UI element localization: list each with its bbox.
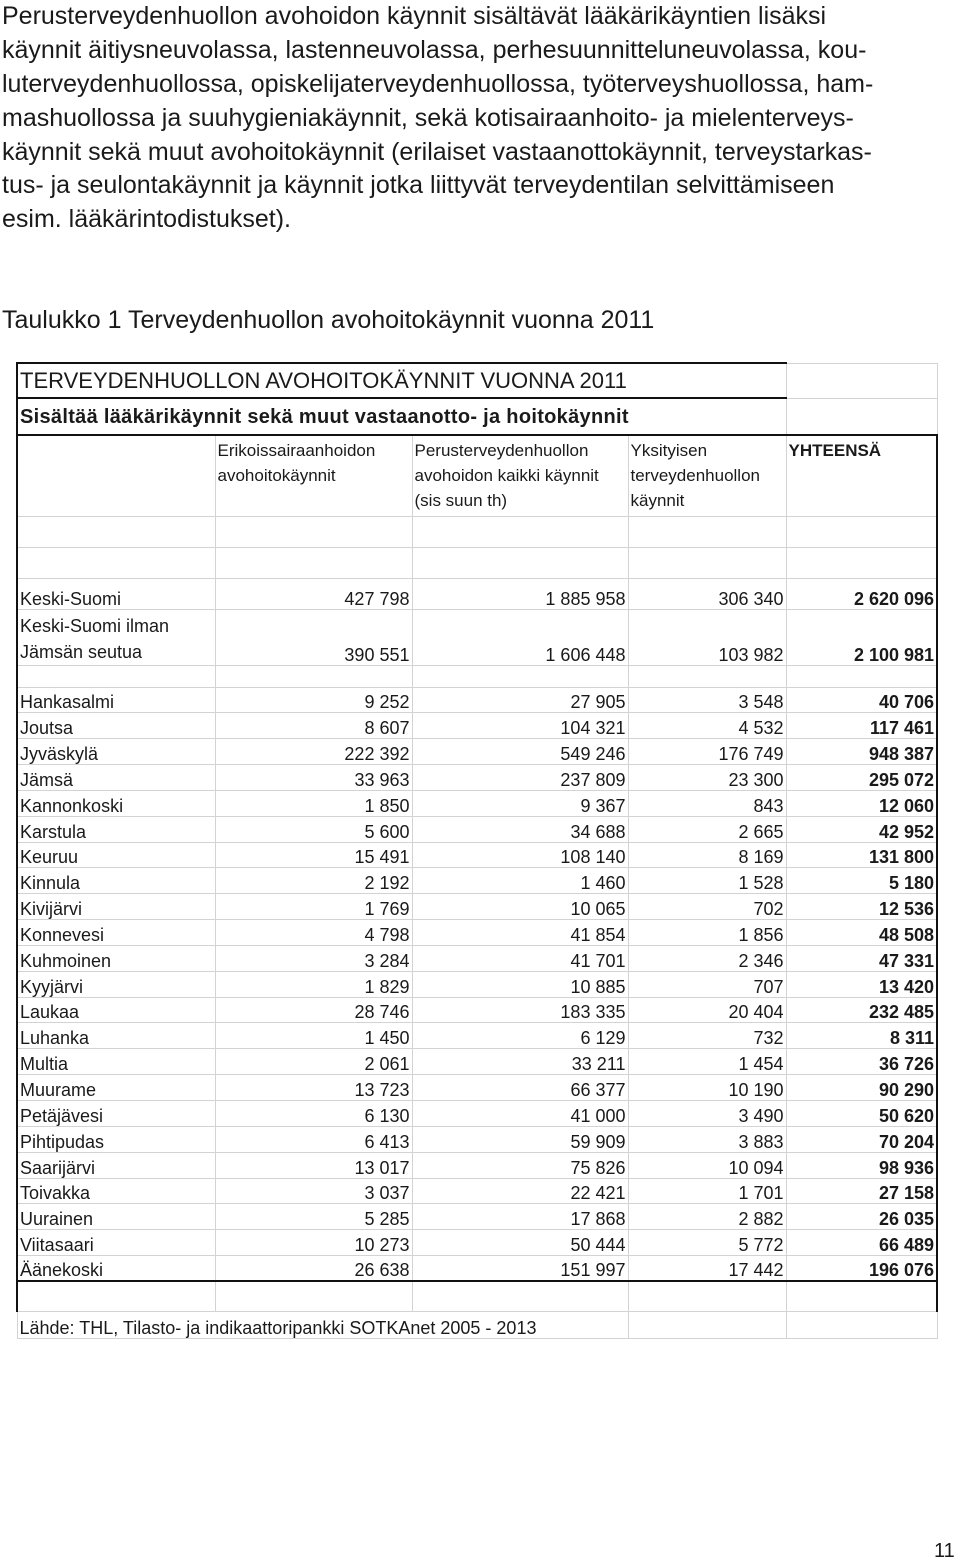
cell-value: 34 688	[412, 816, 628, 842]
cell-value: 549 246	[412, 739, 628, 765]
row-label: Toivakka	[17, 1178, 215, 1204]
cell-value: 2 346	[628, 945, 786, 971]
page-number: 11	[934, 1540, 955, 1562]
cell-value: 843	[628, 790, 786, 816]
cell-value: 15 491	[215, 842, 412, 868]
table-row	[17, 868, 937, 894]
cell-total: 2 100 981	[786, 609, 937, 665]
cell-value: 28 746	[215, 997, 412, 1023]
cell-total: 40 706	[786, 687, 937, 713]
cell-value: 27 905	[412, 687, 628, 713]
table-row	[17, 1256, 937, 1282]
cell-value: 183 335	[412, 997, 628, 1023]
cell-value: 2 192	[215, 868, 412, 894]
cell-value: 390 551	[215, 609, 412, 665]
intro-line: Perusterveydenhuollon avohoidon käynnit sisältävät lääkärikäyntien lisäksi	[2, 2, 827, 30]
cell-value: 23 300	[628, 765, 786, 791]
intro-line: käynnit äitiysneuvolassa, lastenneuvolassa, perhesuunnitteluneuvolassa, kou-	[2, 35, 867, 64]
cell-value: 41 854	[412, 920, 628, 946]
cell-total: 98 936	[786, 1152, 937, 1178]
cell-value: 33 211	[412, 1049, 628, 1075]
cell-value: 10 065	[412, 894, 628, 920]
cell-value: 59 909	[412, 1126, 628, 1152]
cell-value: 3 490	[628, 1101, 786, 1127]
cell-total: 48 508	[786, 920, 937, 946]
cell-total: 948 387	[786, 739, 937, 765]
cell-total: 117 461	[786, 713, 937, 739]
column-header-private: Yksityisen terveydenhuollon käynnit	[628, 435, 786, 516]
table-caption: Taulukko 1 Terveydenhuollon avohoitokäynnit vuonna 2011	[2, 306, 655, 334]
cell-value: 5 285	[215, 1204, 412, 1230]
cell-value: 17 868	[412, 1204, 628, 1230]
row-label: Muurame	[17, 1075, 215, 1101]
cell-value: 1 460	[412, 868, 628, 894]
table-row	[17, 578, 937, 609]
cell-value: 50 444	[412, 1230, 628, 1256]
cell-value: 104 321	[412, 713, 628, 739]
visits-table	[16, 362, 938, 1339]
cell-value: 237 809	[412, 765, 628, 791]
cell-value: 1 856	[628, 920, 786, 946]
cell-value: 732	[628, 1023, 786, 1049]
cell-total: 232 485	[786, 997, 937, 1023]
table-row	[17, 971, 937, 997]
row-label: Saarijärvi	[17, 1152, 215, 1178]
cell-total: 295 072	[786, 765, 937, 791]
row-label: Kivijärvi	[17, 894, 215, 920]
cell-value: 13 017	[215, 1152, 412, 1178]
cell-value: 6 413	[215, 1126, 412, 1152]
cell-value: 3 037	[215, 1178, 412, 1204]
cell-total: 50 620	[786, 1101, 937, 1127]
cell-value: 13 723	[215, 1075, 412, 1101]
row-label: Joutsa	[17, 713, 215, 739]
cell-value: 151 997	[412, 1256, 628, 1282]
intro-paragraph	[2, 0, 952, 237]
cell-value: 4 532	[628, 713, 786, 739]
cell-value: 1 450	[215, 1023, 412, 1049]
row-label: Petäjävesi	[17, 1101, 215, 1127]
table-row	[17, 687, 937, 713]
row-label: Kuhmoinen	[17, 945, 215, 971]
table-row	[17, 765, 937, 791]
table-row	[17, 1126, 937, 1152]
cell-value: 1 850	[215, 790, 412, 816]
cell-value: 6 129	[412, 1023, 628, 1049]
row-label: Luhanka	[17, 1023, 215, 1049]
cell-value: 4 798	[215, 920, 412, 946]
cell-value: 17 442	[628, 1256, 786, 1282]
cell-value: 1 885 958	[412, 578, 628, 609]
cell-value: 2 061	[215, 1049, 412, 1075]
intro-line: luterveydenhuollossa, opiskelijaterveydenhuollossa, työterveyshuollossa, ham-	[2, 69, 874, 98]
cell-value: 41 000	[412, 1101, 628, 1127]
cell-value: 427 798	[215, 578, 412, 609]
cell-value: 6 130	[215, 1101, 412, 1127]
row-label: Karstula	[17, 816, 215, 842]
table-row	[17, 1075, 937, 1101]
cell-value: 222 392	[215, 739, 412, 765]
cell-total: 12 536	[786, 894, 937, 920]
table-row	[17, 894, 937, 920]
row-label: Multia	[17, 1049, 215, 1075]
row-label: Viitasaari	[17, 1230, 215, 1256]
cell-total: 5 180	[786, 868, 937, 894]
cell-total: 47 331	[786, 945, 937, 971]
intro-line: mashuollossa ja suuhygieniakäynnit, sekä kotisairaanhoito- ja mielenterveys-	[2, 103, 854, 132]
source-note: Lähde: THL, Tilasto- ja indikaattoripankki SOTKAnet 2005 - 2013	[17, 1311, 628, 1338]
table-subtitle: Sisältää lääkärikäynnit sekä muut vastaanotto- ja hoitokäynnit	[17, 398, 786, 435]
cell-value: 26 638	[215, 1256, 412, 1282]
cell-total: 12 060	[786, 790, 937, 816]
cell-value: 702	[628, 894, 786, 920]
cell-total: 70 204	[786, 1126, 937, 1152]
cell-value: 3 548	[628, 687, 786, 713]
table-row	[17, 1049, 937, 1075]
cell-value: 10 094	[628, 1152, 786, 1178]
table-row	[17, 713, 937, 739]
cell-total: 27 158	[786, 1178, 937, 1204]
cell-value: 9 252	[215, 687, 412, 713]
cell-value: 10 885	[412, 971, 628, 997]
row-label: Kyyjärvi	[17, 971, 215, 997]
cell-value: 1 829	[215, 971, 412, 997]
cell-value: 3 883	[628, 1126, 786, 1152]
cell-value: 9 367	[412, 790, 628, 816]
cell-total: 42 952	[786, 816, 937, 842]
cell-value: 75 826	[412, 1152, 628, 1178]
row-label: Jyväskylä	[17, 739, 215, 765]
cell-total: 196 076	[786, 1256, 937, 1282]
cell-value: 176 749	[628, 739, 786, 765]
column-header-total: YHTEENSÄ	[786, 435, 937, 516]
row-label: Keski-Suomi ilman Jämsän seutua	[17, 609, 215, 665]
cell-value: 41 701	[412, 945, 628, 971]
cell-value: 5 600	[215, 816, 412, 842]
table-row	[17, 945, 937, 971]
row-label: Jämsä	[17, 765, 215, 791]
table-row	[17, 1204, 937, 1230]
row-label: Äänekoski	[17, 1256, 215, 1282]
row-label: Laukaa	[17, 997, 215, 1023]
cell-value: 5 772	[628, 1230, 786, 1256]
cell-total: 2 620 096	[786, 578, 937, 609]
cell-total: 131 800	[786, 842, 937, 868]
cell-total: 26 035	[786, 1204, 937, 1230]
row-label: Pihtipudas	[17, 1126, 215, 1152]
table-row	[17, 1230, 937, 1256]
table-row	[17, 790, 937, 816]
cell-total: 36 726	[786, 1049, 937, 1075]
cell-value: 1 701	[628, 1178, 786, 1204]
cell-value: 20 404	[628, 997, 786, 1023]
cell-value: 8 607	[215, 713, 412, 739]
row-label: Uurainen	[17, 1204, 215, 1230]
cell-value: 306 340	[628, 578, 786, 609]
cell-total: 8 311	[786, 1023, 937, 1049]
row-label: Hankasalmi	[17, 687, 215, 713]
cell-value: 8 169	[628, 842, 786, 868]
column-header-primary-care: Perusterveydenhuollon avohoidon kaikki käynnit (sis suun th)	[412, 435, 628, 516]
table-row	[17, 842, 937, 868]
row-label: Konnevesi	[17, 920, 215, 946]
row-label: Keuruu	[17, 842, 215, 868]
cell-value: 103 982	[628, 609, 786, 665]
intro-line: tus- ja seulontakäynnit ja käynnit jotka liittyvät terveydentilan selvittämiseen	[2, 171, 835, 200]
cell-total: 90 290	[786, 1075, 937, 1101]
table-title: TERVEYDENHUOLLON AVOHOITOKÄYNNIT VUONNA 2011	[17, 363, 786, 398]
intro-line: esim. lääkärintodistukset).	[2, 205, 292, 234]
cell-value: 2 665	[628, 816, 786, 842]
row-label: Keski-Suomi	[17, 578, 215, 609]
cell-value: 1 606 448	[412, 609, 628, 665]
table-row	[17, 920, 937, 946]
cell-value: 10 273	[215, 1230, 412, 1256]
row-label: Kinnula	[17, 868, 215, 894]
table-row	[17, 1152, 937, 1178]
cell-value: 1 769	[215, 894, 412, 920]
cell-value: 33 963	[215, 765, 412, 791]
table-row	[17, 739, 937, 765]
table-row	[17, 609, 937, 665]
cell-value: 108 140	[412, 842, 628, 868]
cell-total: 66 489	[786, 1230, 937, 1256]
cell-value: 66 377	[412, 1075, 628, 1101]
table-row	[17, 1023, 937, 1049]
table-row	[17, 816, 937, 842]
cell-value: 2 882	[628, 1204, 786, 1230]
cell-value: 707	[628, 971, 786, 997]
table-row	[17, 1178, 937, 1204]
row-label: Kannonkoski	[17, 790, 215, 816]
cell-value: 3 284	[215, 945, 412, 971]
cell-value: 1 454	[628, 1049, 786, 1075]
column-header-specialist: Erikoissairaanhoidon avohoitokäynnit	[215, 435, 412, 516]
cell-value: 22 421	[412, 1178, 628, 1204]
cell-value: 10 190	[628, 1075, 786, 1101]
cell-value: 1 528	[628, 868, 786, 894]
intro-line: käynnit sekä muut avohoitokäynnit (erilaiset vastaanottokäynnit, terveystarkas-	[2, 137, 872, 166]
cell-total: 13 420	[786, 971, 937, 997]
table-row	[17, 997, 937, 1023]
table-row	[17, 1101, 937, 1127]
